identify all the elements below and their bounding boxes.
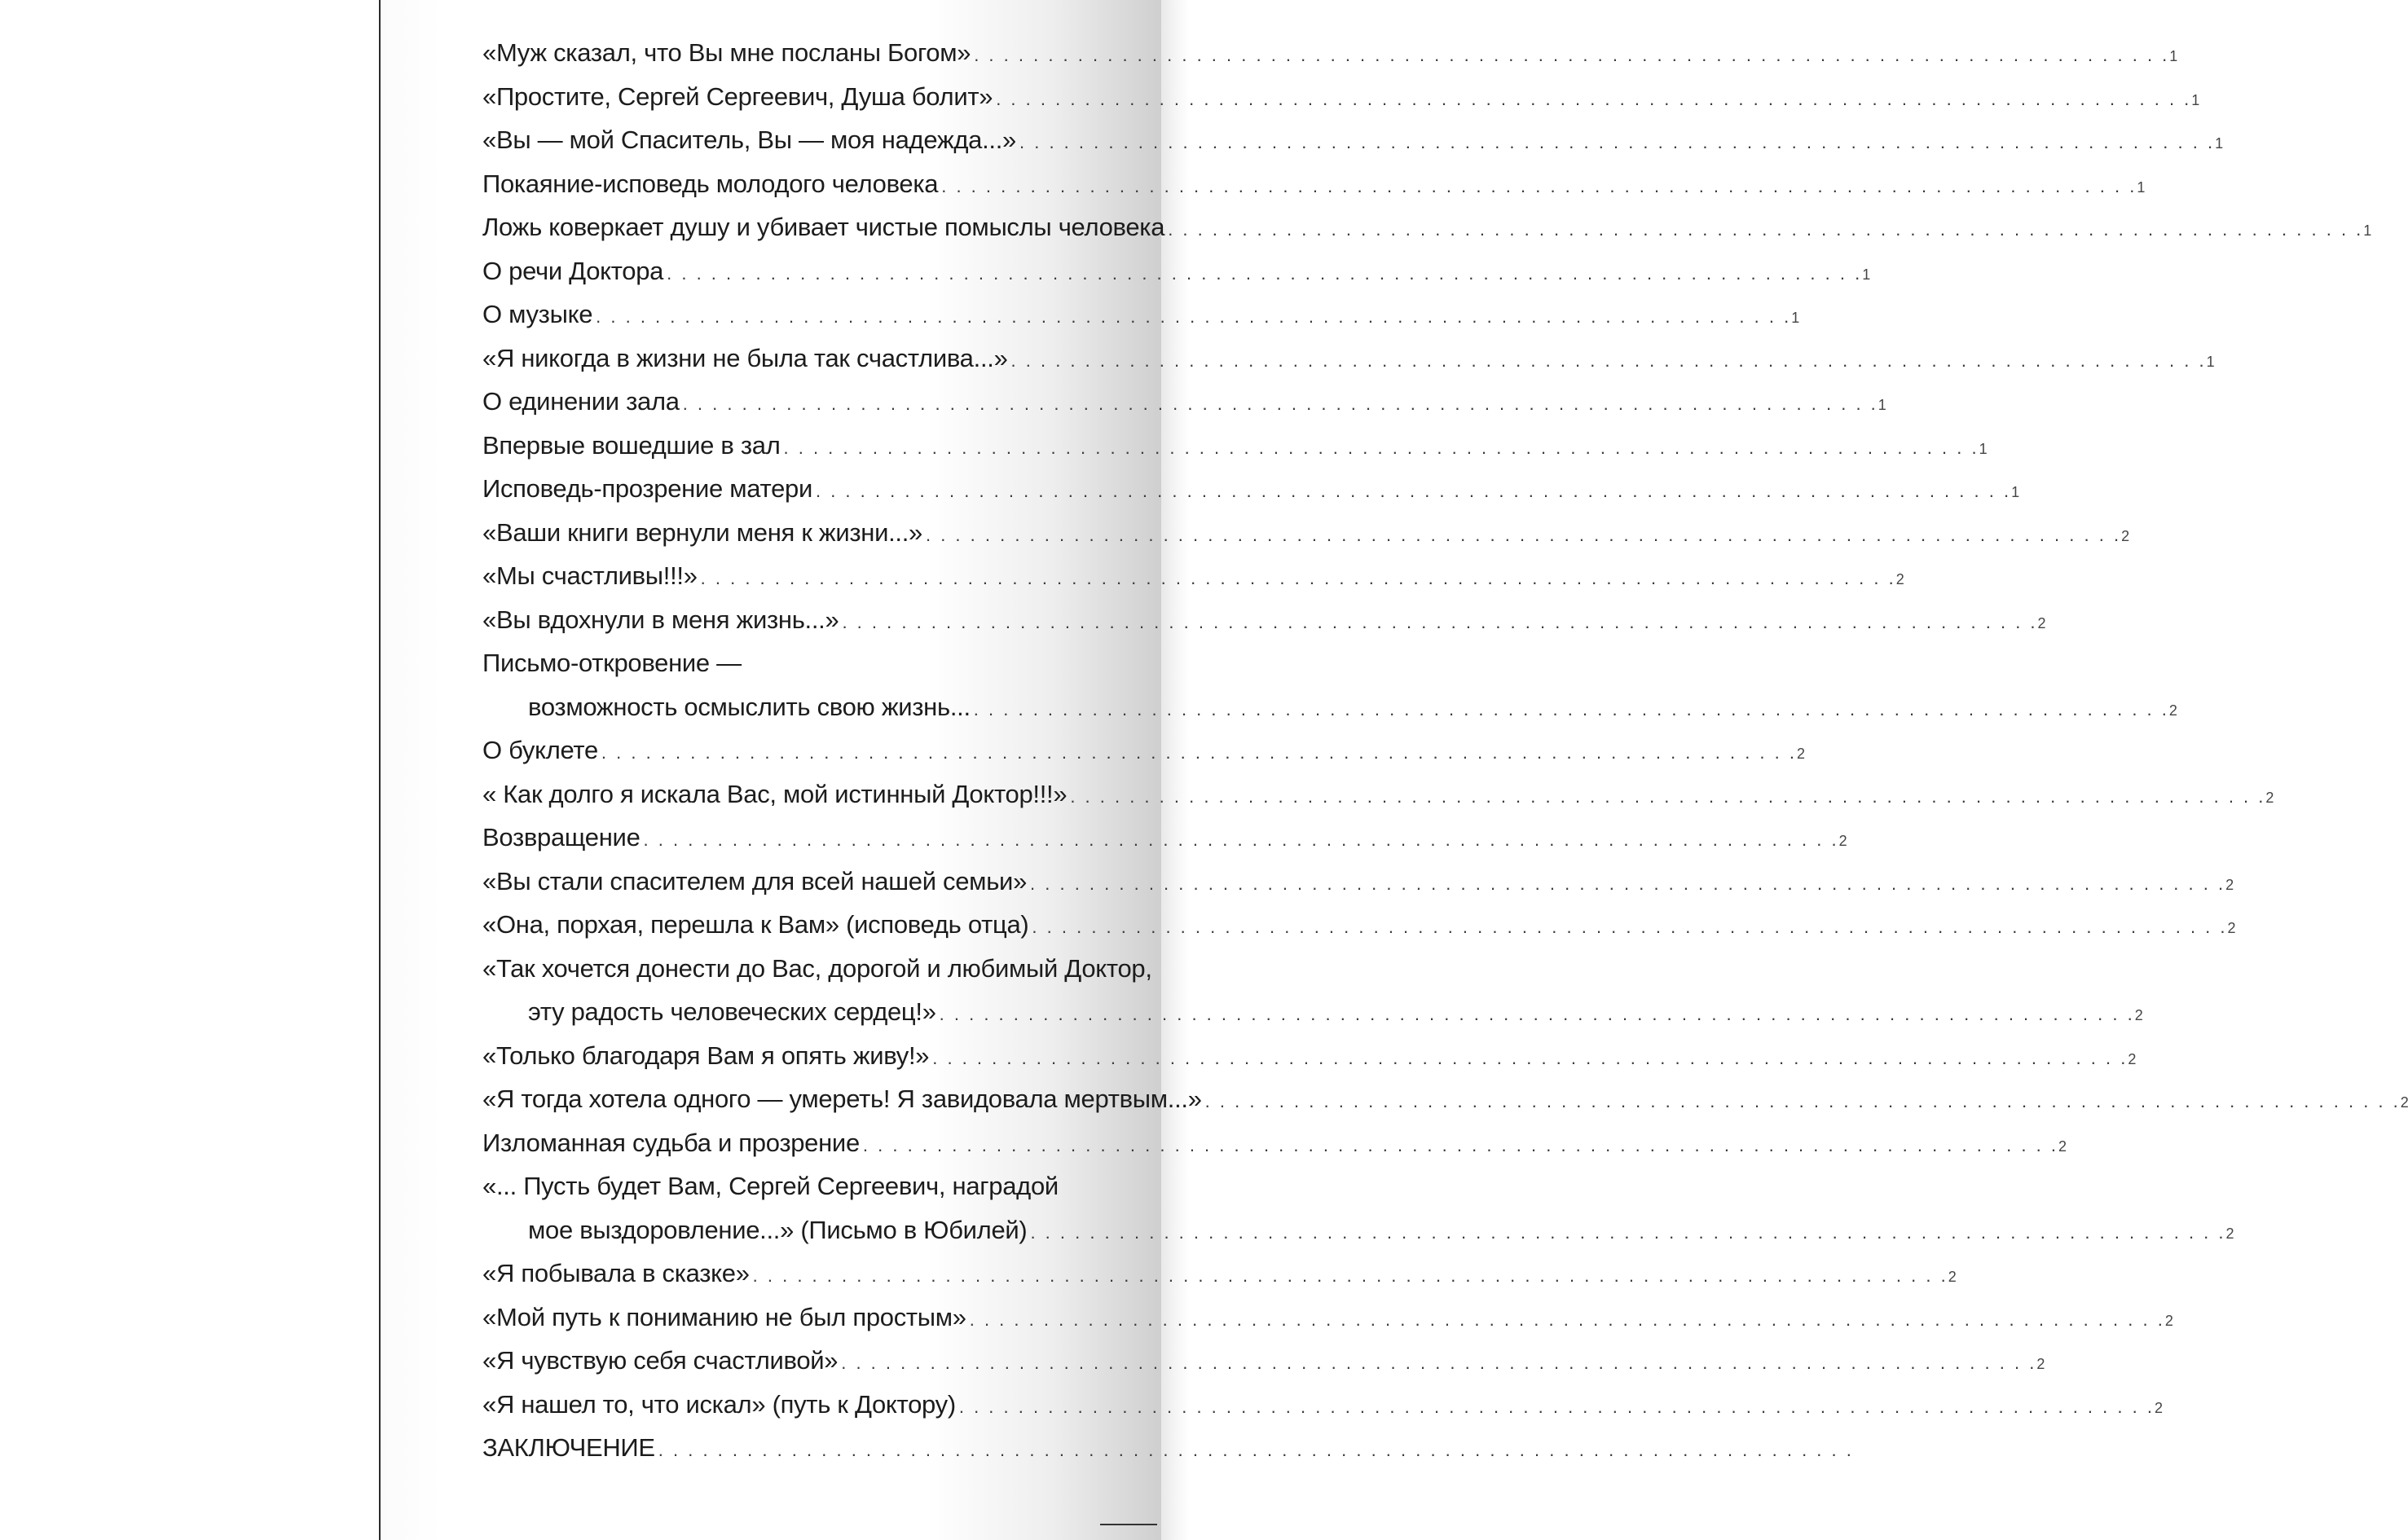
toc-entry-line: [482, 1034, 2137, 1078]
toc-page-number: 1: [2191, 91, 2200, 108]
dot-leader: [959, 1397, 2155, 1417]
toc-page-number: 2: [2225, 1225, 2234, 1242]
toc-entry-line: [482, 467, 2019, 511]
toc-entry-line: [482, 598, 2046, 642]
toc-entry-title: О речи Доктора: [482, 256, 664, 285]
toc-entry-line: [482, 424, 1988, 468]
toc-entry-title: Изломанная судьба и прозрение: [482, 1128, 860, 1157]
toc-entry-line: [482, 772, 2274, 816]
toc-entry-line: [482, 1252, 1957, 1296]
toc-entry-line: [482, 1121, 2067, 1165]
toc-entry: [482, 1426, 1155, 1470]
toc-page-number: 1: [2206, 353, 2215, 370]
dot-leader: [841, 1353, 2036, 1373]
dot-leader: [926, 525, 2121, 545]
toc-entry: [482, 1034, 2137, 1078]
toc-page-number: 1: [2011, 484, 2019, 500]
dot-leader: [842, 612, 2037, 632]
toc-entry: [482, 860, 2234, 904]
toc-entry: [482, 380, 1886, 424]
toc-entry: [482, 337, 2215, 381]
dot-leader: [863, 1135, 2058, 1155]
toc-entry-line: [482, 1296, 2173, 1340]
dot-leader: [941, 176, 2137, 196]
toc-entry-title: эту радость человеческих сердец!»: [528, 997, 936, 1026]
toc-entry-title: «Я никогда в жизни не была так счастлива...»: [482, 343, 1008, 372]
toc-entry-title: «Только благодаря Вам я опять живу!»: [482, 1041, 930, 1070]
toc-page-number: 2: [2128, 1050, 2137, 1067]
toc-entry-title: «... Пусть будет Вам, Сергей Сергеевич, наградой: [482, 1172, 1059, 1200]
toc-entry-line: [482, 1077, 2408, 1121]
toc-entry-title: «Я чувствую себя счастливой»: [482, 1346, 839, 1375]
dot-leader: [683, 394, 1878, 414]
toc-entry-title: Возвращение: [482, 823, 641, 851]
toc-entry: [482, 772, 2274, 816]
dot-leader: [658, 1440, 1854, 1460]
toc-entry-line: [482, 641, 1155, 685]
toc-entry-line: [482, 118, 2223, 162]
toc-page-number: 2: [2227, 920, 2236, 936]
toc-entry-title: «Вы стали спасителем для всей нашей семьи»: [482, 866, 1028, 895]
toc-entry: [482, 1077, 2408, 1121]
toc-entry-line: [482, 162, 2146, 206]
toc-page-number: 2: [2225, 876, 2234, 893]
toc-entry: [482, 31, 2178, 75]
dot-leader: [996, 89, 2191, 109]
toc-entry-title: ЗАКЛЮЧЕНИЕ: [482, 1433, 655, 1462]
toc-page-number: 2: [1838, 833, 1847, 849]
toc-entry-title: О музыке: [482, 300, 593, 328]
dot-leader: [816, 481, 2011, 501]
toc-page-number: 1: [2137, 178, 2146, 196]
toc-entry-title: Покаяние-исповедь молодого человека: [482, 169, 939, 198]
dot-leader: [1168, 219, 2363, 240]
toc-entry-title: « Как долго я искала Вас, мой истинный Доктор!!!»: [482, 779, 1068, 808]
toc-entry-line: [482, 728, 1805, 772]
toc-entry-line: [482, 1339, 2045, 1383]
toc-entry-title: «Вы вдохнули в меня жизнь...»: [482, 605, 839, 634]
toc-entry: [482, 598, 2046, 642]
toc-entry: [482, 1252, 1957, 1296]
toc-entry: [482, 424, 1988, 468]
dot-leader: [974, 699, 2169, 719]
toc-entry-line: [482, 1426, 1155, 1470]
toc-entry: [482, 947, 2143, 1034]
toc-entry-title: «Я побывала в сказке»: [482, 1259, 750, 1287]
dot-leader: [644, 829, 1839, 850]
book-page: [379, 0, 2408, 1540]
toc-entry: [482, 1296, 2173, 1340]
toc-entry: [482, 816, 1847, 860]
toc-page-number: 1: [2363, 222, 2372, 239]
toc-page-number: 2: [2154, 1399, 2163, 1416]
toc-entry-title: О буклете: [482, 736, 598, 764]
toc-entry: [482, 1383, 2163, 1427]
toc-page-number: 2: [2134, 1007, 2143, 1023]
toc-page-number: 2: [2121, 527, 2129, 544]
toc-page-number: 1: [1791, 310, 1799, 326]
dot-leader: [596, 306, 1791, 327]
toc-entry: [482, 1339, 2045, 1383]
toc-entry-title: «Муж сказал, что Вы мне посланы Богом»: [482, 38, 971, 67]
toc-page-number: 2: [2036, 1356, 2045, 1372]
dot-leader: [1032, 917, 2227, 937]
toc-entry-line: [482, 75, 2200, 119]
table-of-contents: [482, 31, 2408, 1470]
toc-entry-title: «Вы — мой Спаситель, Вы — моя надежда...»: [482, 125, 1016, 154]
toc-entry: [482, 641, 2177, 728]
toc-entry: [482, 162, 2146, 206]
dot-leader: [753, 1265, 1948, 1286]
toc-entry: [482, 293, 1799, 337]
toc-entry-line: [482, 249, 1870, 293]
toc-entry: [482, 118, 2223, 162]
toc-entry-line: [482, 903, 2236, 947]
toc-page-number: 2: [1797, 746, 1805, 762]
dot-leader: [1011, 350, 2207, 371]
dot-leader: [970, 1309, 2165, 1330]
toc-page-number: 2: [2058, 1137, 2067, 1155]
toc-page-number: 1: [2169, 48, 2178, 64]
toc-entry-line: [482, 205, 2372, 249]
toc-entry-line: [482, 337, 2215, 381]
toc-entry: [482, 511, 2129, 555]
toc-entry-title: Впервые вошедшие в зал: [482, 430, 781, 460]
toc-entry-line: [482, 685, 2177, 729]
toc-entry-title: Ложь коверкает душу и убивает чистые помыслы человека: [482, 213, 1165, 241]
toc-entry-title: возможность осмыслить свою жизнь...: [528, 692, 971, 721]
toc-entry-title: «Так хочется донести до Вас, дорогой и любимый Доктор,: [482, 953, 1152, 983]
toc-entry-title: «Ваши книги вернули меня к жизни...»: [482, 517, 922, 547]
toc-page-number: 1: [1878, 397, 1886, 413]
toc-entry-title: «Я нашел то, что искал» (путь к Доктору): [482, 1389, 956, 1419]
toc-entry-line: [482, 1164, 1155, 1208]
toc-entry-title: «Я тогда хотела одного — умереть! Я завидовала мертвым...»: [482, 1085, 1202, 1113]
dot-leader: [1030, 1222, 2225, 1243]
dot-leader: [784, 438, 1979, 458]
dot-leader: [940, 1004, 2135, 1024]
toc-page-number: 2: [2265, 789, 2274, 806]
toc-entry-title: «Мы счастливы!!!»: [482, 561, 698, 590]
toc-entry: [482, 1164, 2234, 1252]
toc-entry: [482, 903, 2236, 947]
toc-entry-title: «Мой путь к пониманию не был простым»: [482, 1302, 966, 1331]
toc-page-number: 2: [2164, 1312, 2173, 1329]
toc-page-number: 1: [2215, 135, 2223, 152]
toc-entry: [482, 75, 2200, 119]
dot-leader: [667, 263, 1862, 284]
toc-entry-line: [482, 990, 2143, 1034]
toc-entry-title: «Простите, Сергей Сергеевич, Душа болит»: [482, 81, 993, 111]
toc-entry-line: [482, 947, 1155, 991]
toc-entry-line: [482, 816, 1847, 860]
toc-entry: [482, 205, 2372, 249]
toc-entry-line: [482, 860, 2234, 904]
toc-entry-line: [482, 1383, 2163, 1427]
dot-leader: [1030, 873, 2225, 894]
dot-leader: [932, 1048, 2128, 1068]
toc-entry-line: [482, 380, 1886, 424]
toc-entry: [482, 249, 1870, 293]
toc-entry: [482, 1121, 2067, 1165]
divider: [1100, 1524, 1157, 1525]
dot-leader: [1205, 1091, 2401, 1111]
toc-page-number: 2: [1948, 1269, 1957, 1285]
toc-page-number: 2: [1895, 571, 1904, 587]
dot-leader: [701, 568, 1896, 588]
toc-entry: [482, 554, 1904, 598]
toc-entry-title: мое выздоровление...» (Письмо в Юбилей): [528, 1215, 1028, 1244]
dot-leader: [601, 742, 1797, 763]
toc-entry-title: О единении зала: [482, 387, 680, 416]
toc-page-number: 2: [2037, 614, 2046, 631]
toc-page-number: 2: [2400, 1094, 2408, 1111]
dot-leader: [974, 45, 2169, 65]
toc-entry-title: «Она, порхая, перешла к Вам» (исповедь отца): [482, 910, 1029, 939]
toc-entry: [482, 467, 2019, 511]
toc-entry-line: [482, 1208, 2234, 1252]
toc-page-number: 2: [2168, 702, 2177, 719]
toc-entry-title: Письмо-откровение —: [482, 649, 742, 677]
dot-leader: [1019, 132, 2215, 152]
toc-entry-line: [482, 511, 2129, 555]
toc-page-number: 1: [1979, 440, 1988, 457]
toc-entry-line: [482, 31, 2178, 75]
toc-entry-line: [482, 554, 1904, 598]
toc-entry: [482, 728, 1805, 772]
toc-entry-title: Исповедь-прозрение матери: [482, 474, 812, 503]
toc-entry-line: [482, 293, 1799, 337]
toc-page-number: 1: [1862, 266, 1870, 283]
dot-leader: [1070, 786, 2265, 807]
